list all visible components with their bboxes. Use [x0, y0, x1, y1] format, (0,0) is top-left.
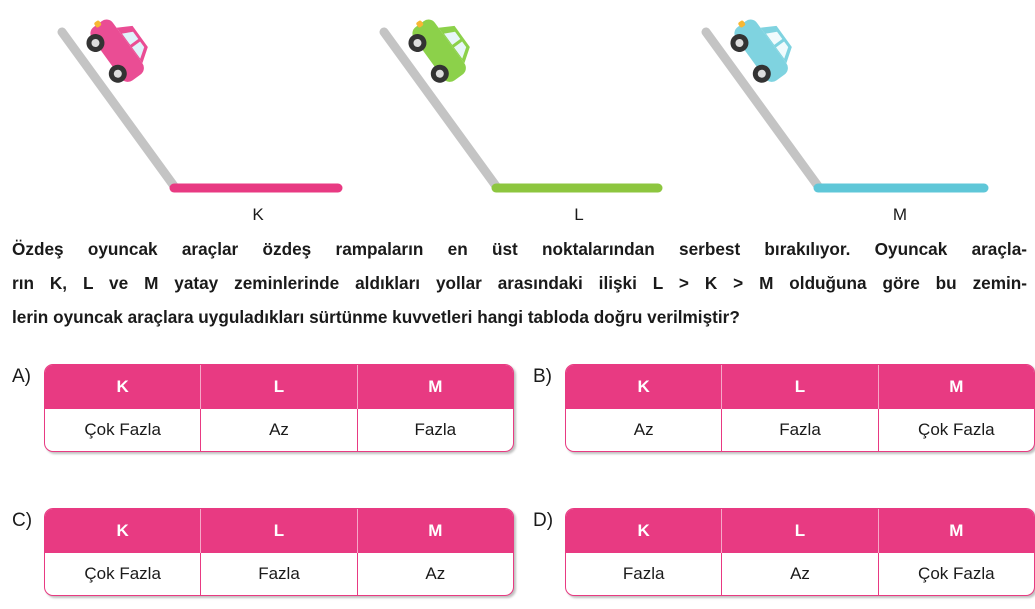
value-cell: Az — [566, 409, 722, 451]
value-cell: Fazla — [414, 420, 457, 439]
header-cell: L — [722, 365, 878, 409]
value-cell: Az — [425, 564, 446, 583]
value-cell: Fazla — [201, 553, 357, 595]
question-line-1: Özdeş oyuncak araçlar özdeş rampaların en üst noktalarından serbest bırakılıyor. Oyuncak araçla- — [12, 239, 1027, 259]
ramp-illustrations — [0, 0, 1035, 232]
header-cell: K — [566, 365, 722, 409]
option-c[interactable] — [12, 508, 514, 596]
question-text — [12, 232, 1027, 334]
ramp-m — [684, 0, 1004, 205]
header-cell: L — [201, 509, 357, 553]
answer-table — [44, 364, 514, 452]
question-line-3: lerin oyuncak araçlara uyguladıkları sürtünme kuvvetleri hangi tabloda doğru verilmiştir? — [12, 307, 740, 327]
option-letter: D) — [533, 510, 554, 531]
answer-table — [565, 364, 1035, 452]
option-letter: A) — [12, 366, 31, 387]
ramp-label-k: K — [252, 205, 264, 224]
header-cell: M — [428, 521, 443, 540]
value-cell: Çok Fazla — [918, 420, 995, 439]
ramp-k — [40, 0, 360, 205]
value-cell: Az — [201, 409, 357, 451]
header-cell: K — [45, 509, 201, 553]
option-letter: C) — [12, 510, 33, 531]
option-b[interactable] — [533, 364, 1035, 452]
value-cell: Çok Fazla — [918, 564, 995, 583]
ramp-l — [362, 0, 682, 205]
header-cell: L — [722, 509, 878, 553]
header-cell: L — [201, 365, 357, 409]
ramp-label-m: M — [892, 205, 908, 224]
answer-table — [565, 508, 1035, 596]
value-cell: Çok Fazla — [45, 409, 201, 451]
option-letter: B) — [533, 366, 552, 387]
ramp-label-l: L — [574, 205, 584, 224]
header-cell: M — [949, 377, 964, 396]
header-cell: M — [428, 377, 443, 396]
option-a[interactable] — [12, 364, 514, 452]
value-cell: Çok Fazla — [45, 553, 201, 595]
header-cell: K — [45, 365, 201, 409]
header-cell: K — [566, 509, 722, 553]
value-cell: Fazla — [722, 409, 878, 451]
option-d[interactable] — [533, 508, 1035, 596]
question-line-2: rın K, L ve M yatay zeminlerinde aldıkları yollar arasındaki ilişki L > K > M olduğuna göre bu zemin- — [12, 273, 1027, 293]
value-cell: Az — [722, 553, 878, 595]
header-cell: M — [949, 521, 964, 540]
value-cell: Fazla — [566, 553, 722, 595]
answer-table — [44, 508, 514, 596]
